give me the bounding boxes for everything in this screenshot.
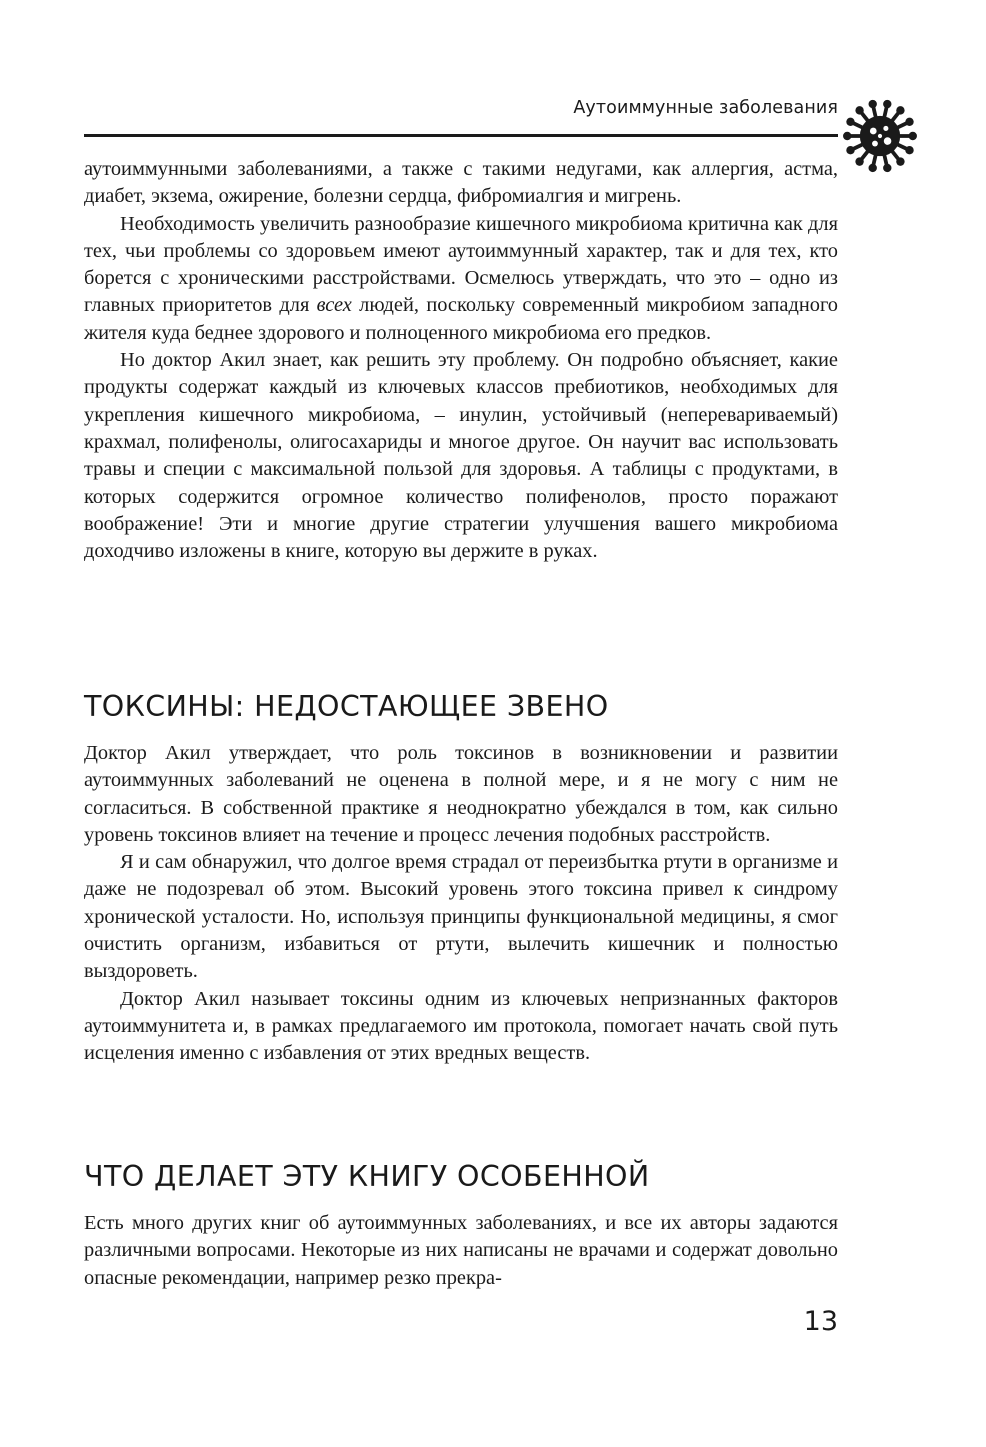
intro-section xyxy=(84,156,838,565)
paragraph: аутоиммунными заболеваниями, а также с такими недугами, как аллергия, астма, диабет, экзема, ожирение, болезни сердца, фибромиалгия и мигрень. xyxy=(84,158,838,208)
section-heading-toxins: ТОКСИНЫ: НЕДОСТАЮЩЕЕ ЗВЕНО xyxy=(84,690,609,723)
virus-ornament-icon xyxy=(838,94,922,178)
paragraph: Доктор Акил называет токсины одним из ключевых непризнанных факторов аутоиммунитета и, в рамках предлагаемого им протокола, помогает начать свой путь исцеления именно с избавления от этих вредных веществ. xyxy=(84,987,838,1065)
special-section xyxy=(84,1210,838,1292)
toxins-section xyxy=(84,740,838,1068)
page-number: 13 xyxy=(803,1306,838,1337)
paragraph: Я и сам обнаружил, что долгое время страдал от переизбытка ртути в организме и даже не подозревал об этом. Высокий уровень этого токсина привел к синдрому хронической усталости. Но, используя принципы функциональной медицины, я смог очистить организм, избавиться от ртути, вылечить кишечник и полностью выздороветь. xyxy=(84,851,838,983)
paragraph: Есть много других книг об аутоиммунных заболеваниях, и все их авторы задаются различными вопросами. Некоторые из них написаны не врачами и содержат довольно опасные рекомендации, например резко прекра- xyxy=(84,1212,838,1289)
header-rule xyxy=(84,134,838,137)
paragraph: Необходимость увеличить разнообразие кишечного микробиома критична как для тех, чьи проблемы со здоровьем имеют аутоиммунный характер, так и для тех, кто борется с хроническими расстройствами. Осмелюсь утверждать, что это – одно из главных приоритетов для всех людей, поскольку современный микробиом западного жителя куда беднее здорового и полноценного микробиома его предков. xyxy=(84,212,838,344)
paragraph: Но доктор Акил знает, как решить эту проблему. Он подробно объясняет, какие продукты содержат каждый из ключевых классов пребиотиков, необходимых для укрепления кишечного микробиома, – инулин, устойчивый (неперевариваемый) крахмал, полифенолы, олигосахариды и многое другое. Он научит вас использовать травы и специи с максимальной пользой для здоровья. А таблицы с продуктами, в которых содержится огромное количество полифенолов, просто поражают воображение! Эти и многие другие стратегии улучшения вашего микробиома доходчиво изложены в книге, которую вы держите в руках. xyxy=(84,349,838,563)
emphasis: всех xyxy=(316,294,352,317)
section-heading-special: ЧТО ДЕЛАЕТ ЭТУ КНИГУ ОСОБЕННОЙ xyxy=(84,1160,650,1193)
running-header-title: Аутоиммунные заболевания xyxy=(573,98,838,118)
paragraph: Доктор Акил утверждает, что роль токсинов в возникновении и развитии аутоиммунных заболеваний не оценена в полной мере, и я не могу с ним не согласиться. В собственной практике я неоднократно убеждался в том, как сильно уровень токсинов влияет на течение и процесс лечения подобных расстройств. xyxy=(84,742,838,846)
